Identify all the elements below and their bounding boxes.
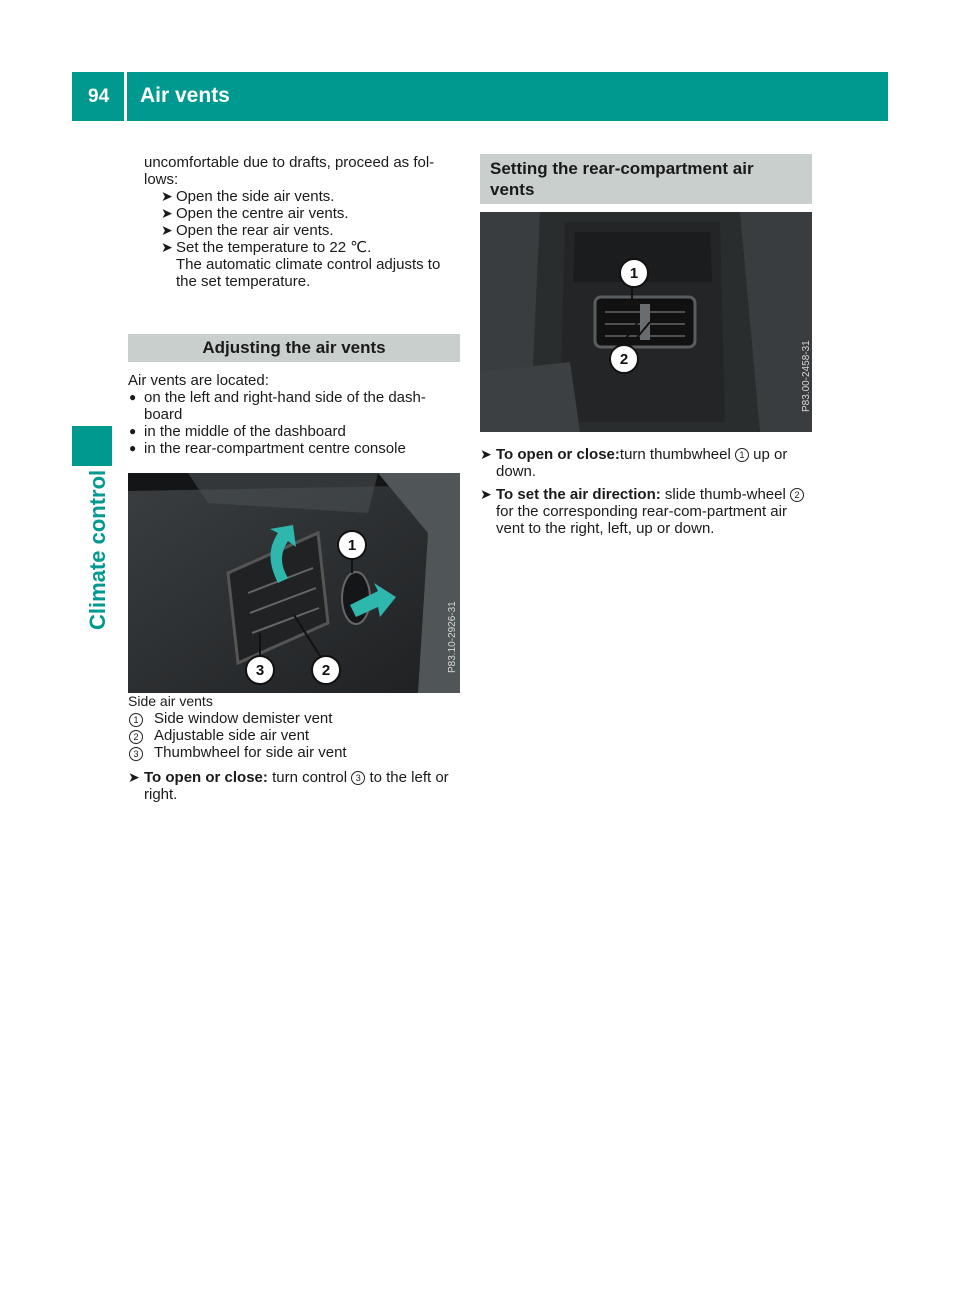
instruction-item xyxy=(480,486,812,537)
step-text: Set the temperature to 22 ℃. xyxy=(176,239,372,256)
chapter-marker xyxy=(72,426,112,466)
left-column xyxy=(128,154,460,803)
arrow-icon: ➤ xyxy=(480,446,492,462)
arrow-icon: ➤ xyxy=(480,486,492,502)
callout-number-icon: 1 xyxy=(735,448,749,462)
bullet-icon: ● xyxy=(129,441,137,455)
callout-3: 3 xyxy=(245,655,275,685)
section-heading: Setting the rear-compartment air vents xyxy=(480,154,812,204)
legend-item xyxy=(128,710,460,727)
callout-1: 1 xyxy=(337,530,367,560)
arrow-icon: ➤ xyxy=(161,188,173,204)
legend-text: Thumbwheel for side air vent xyxy=(154,744,347,761)
figure-code: P83.10-2926-31 xyxy=(447,601,458,673)
callout-number-icon: 3 xyxy=(351,771,365,785)
callout-2: 2 xyxy=(609,344,639,374)
step-text: Open the centre air vents. xyxy=(176,205,349,222)
callout-1: 1 xyxy=(619,258,649,288)
step-result: The automatic climate control adjusts to the set temperature. xyxy=(176,256,441,290)
located-intro: Air vents are located: xyxy=(128,372,269,389)
instruction-text: turn thumbwheel xyxy=(619,446,735,463)
instruction-text: up or down. xyxy=(496,446,788,480)
rear-vent-photo xyxy=(480,212,812,432)
right-column xyxy=(480,154,812,537)
intro-text: uncomfortable due to drafts, proceed as fol-lows: xyxy=(144,154,435,188)
legend-item xyxy=(128,744,460,761)
list-item xyxy=(128,440,460,457)
figure-code: P83.00-2458-31 xyxy=(801,340,812,412)
callout-2: 2 xyxy=(311,655,341,685)
instruction-item xyxy=(128,769,460,803)
callout-number-icon: 3 xyxy=(129,747,143,761)
bullet-icon: ● xyxy=(129,424,137,438)
arrow-icon: ➤ xyxy=(161,222,173,238)
legend-text: Side window demister vent xyxy=(154,710,333,727)
arrow-icon: ➤ xyxy=(161,205,173,221)
rear-vent-illustration xyxy=(480,212,812,432)
callout-number-icon: 2 xyxy=(790,488,804,502)
chapter-label: Climate control xyxy=(85,469,110,630)
side-vent-photo xyxy=(128,473,460,693)
section-heading: Adjusting the air vents xyxy=(128,334,460,362)
bullet-icon: ● xyxy=(129,390,137,404)
instruction-text: for the corresponding rear-com-partment air vent to the right, left, up or down. xyxy=(496,503,787,537)
legend-item xyxy=(128,727,460,744)
list-item xyxy=(128,423,460,440)
step-item xyxy=(128,205,460,222)
figure-caption: Side air vents xyxy=(128,693,213,709)
list-item xyxy=(128,389,460,423)
step-text: Open the side air vents. xyxy=(176,188,335,205)
bullet-text: in the middle of the dashboard xyxy=(144,423,346,440)
header-divider xyxy=(124,72,127,121)
step-text: Open the rear air vents. xyxy=(176,222,334,239)
instruction-label: To set the air direction: xyxy=(496,486,661,503)
legend-text: Adjustable side air vent xyxy=(154,727,310,744)
step-item xyxy=(128,239,460,290)
arrow-icon: ➤ xyxy=(128,769,140,785)
instruction-text: turn control xyxy=(267,769,352,786)
instruction-item xyxy=(480,446,812,480)
bullet-text: on the left and right-hand side of the dash-board xyxy=(144,389,426,423)
page-title: Air vents xyxy=(140,84,230,107)
instruction-label: To open or close: xyxy=(496,446,620,463)
instruction-text: to the left or right. xyxy=(144,769,449,803)
callout-number-icon: 1 xyxy=(129,713,143,727)
bullet-text: in the rear-compartment centre console xyxy=(144,440,406,457)
side-vent-illustration xyxy=(128,473,460,693)
arrow-icon: ➤ xyxy=(161,239,173,255)
instruction-label: To open or close: xyxy=(144,769,268,786)
callout-number-icon: 2 xyxy=(129,730,143,744)
step-item xyxy=(128,188,460,205)
step-item xyxy=(128,222,460,239)
instruction-text: slide thumb-wheel xyxy=(660,486,790,503)
page-number: 94 xyxy=(88,86,110,107)
